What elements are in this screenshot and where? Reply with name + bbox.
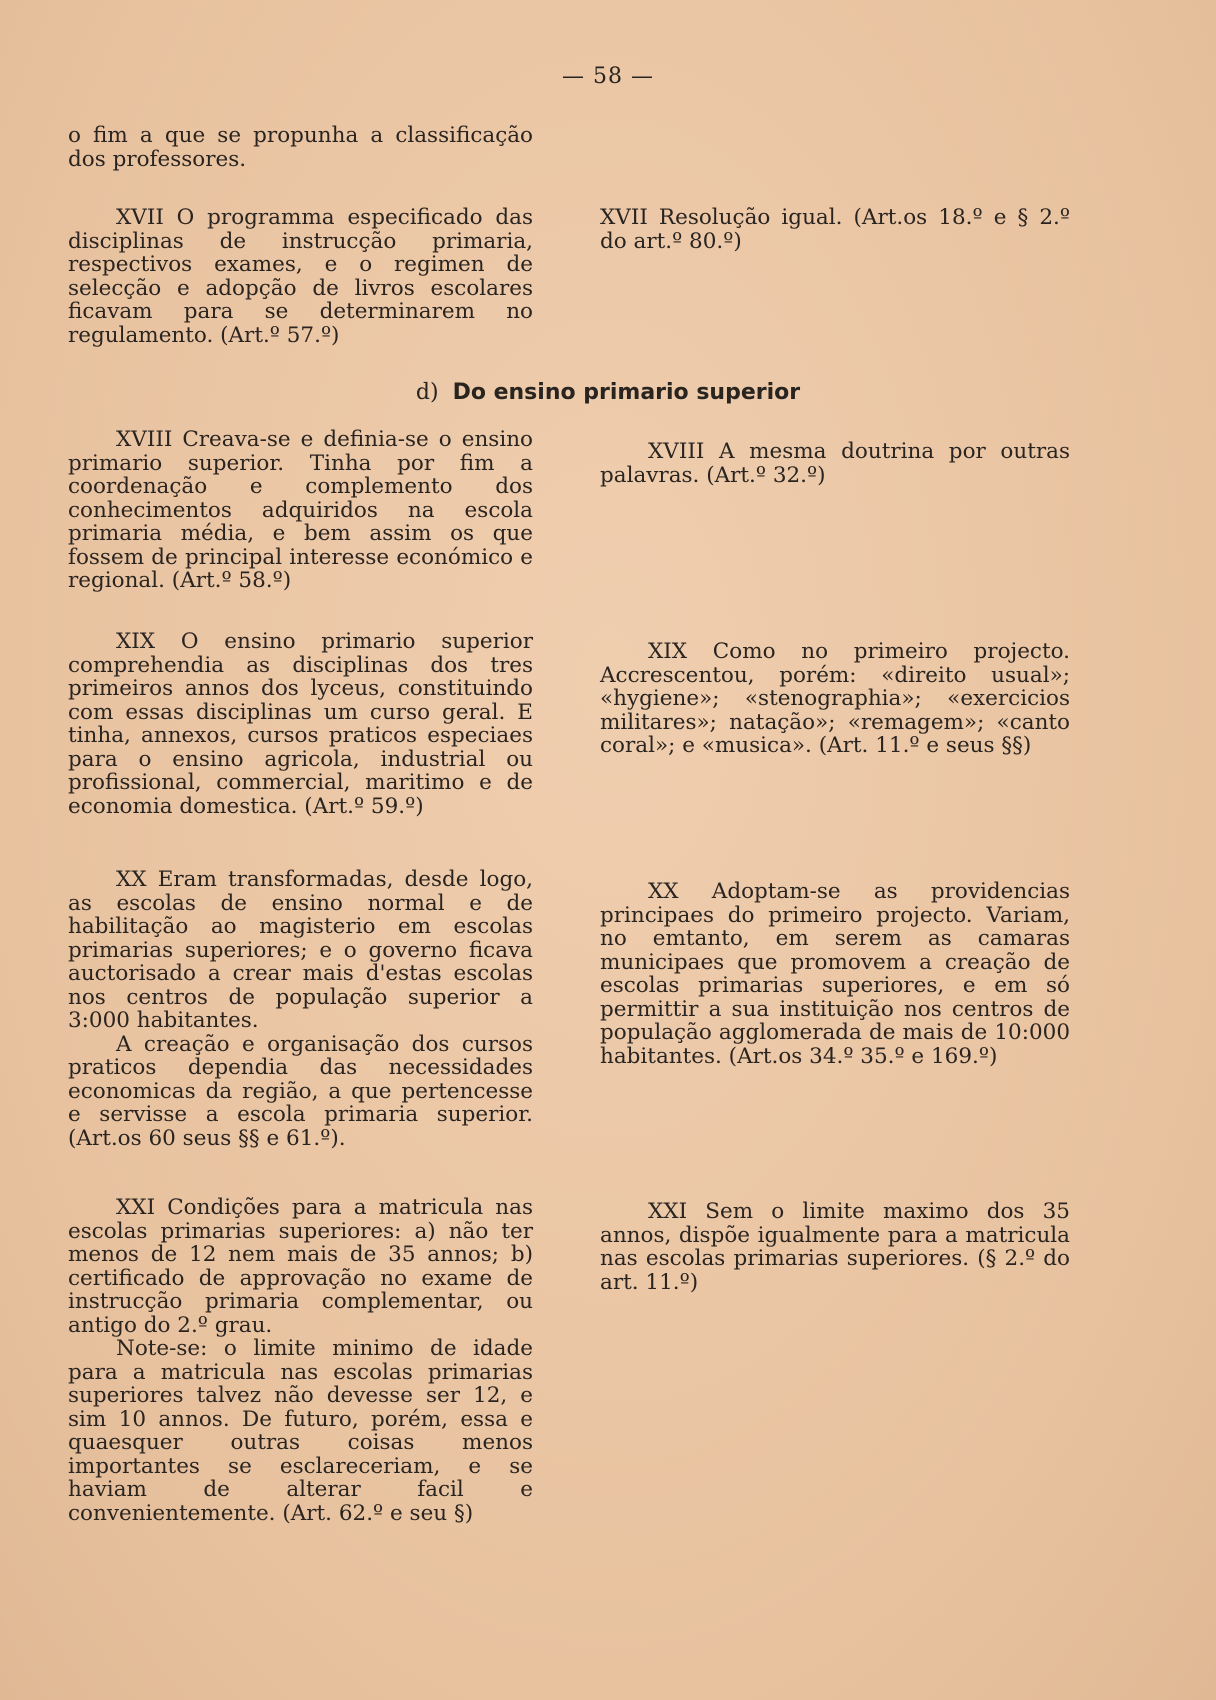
item-xx-left: XX Eram transformadas, desde logo, as escolas de ensino normal e de habilitação ao magisterio em escolas primarias superiores; e o governo ficava auctorisado a crear mais d'estas escolas nos centros de população superior a 3:000 habitantes. A creação e organisação dos cursos praticos dependia das necessidades economicas da região, a que pertencesse e servisse a escola primaria superior. (Art.os 60 seus §§ e 61.º).: [68, 867, 533, 1151]
item-xviii-right: XVIII A mesma doutrina por outras palavras. (Art.º 32.º): [600, 439, 1070, 488]
item-xx-right: XX Adoptam-se as providencias principaes do primeiro projecto. Variam, no emtanto, em serem as camaras municipaes que promovem a creação de escolas primarias superiores, e em só permittir a sua instituição nos centros de população agglomerada de mais de 10:000 habitantes. (Art.os 34.º 35.º e 169.º): [600, 879, 1070, 1069]
section-letter: d): [415, 380, 439, 405]
item-xvii-right: XVII Resolução igual. (Art.os 18.º e § 2.º do art.º 80.º): [600, 205, 1070, 254]
intro-paragraph: o fim a que se propunha a classificação dos professores.: [68, 123, 533, 172]
section-heading: [0, 380, 1216, 405]
item-xxi-left: XXI Condições para a matricula nas escolas primarias superiores: a) não ter menos de 12 nem mais de 35 annos; b) certificado de approvação no exame de instrucção primaria complementar, ou antigo do 2.º grau. Note-se: o limite minimo de idade para a matricula nas escolas primarias superiores talvez não devesse ser 12, e sim 10 annos. De futuro, porém, essa e quaesquer outras coisas menos importantes se esclareceriam, e se haviam de alterar facil e convenientemente. (Art. 62.º e seu §): [68, 1195, 533, 1526]
item-xviii-left: XVIII Creava-se e definia-se o ensino primario superior. Tinha por fim a coordenação e complemento dos conhecimentos adquiridos na escola primaria média, e bem assim os que fossem de principal interesse económico e regional. (Art.º 58.º): [68, 427, 533, 593]
page-number: — 58 —: [562, 64, 654, 89]
item-xxi-right: XXI Sem o limite maximo dos 35 annos, dispõe igualmente para a matricula nas escolas primarias superiores. (§ 2.º do art. 11.º): [600, 1199, 1070, 1295]
section-title: Do ensino primario superior: [452, 380, 801, 405]
item-xix-right: XIX Como no primeiro projecto. Accrescentou, porém: «direito usual»; «hygiene»; «stenographia»; «exercicios militares»; natação»; «remagem»; «canto coral»; e «musica». (Art. 11.º e seus §§): [600, 639, 1070, 758]
item-xvii-left: XVII O programma especificado das disciplinas de instrucção primaria, respectivos exames, e o regimen de selecção e adopção de livros escolares ficavam para se determinarem no regulamento. (Art.º 57.º): [68, 205, 533, 348]
item-xix-left: XIX O ensino primario superior comprehendia as disciplinas dos tres primeiros annos dos lyceus, constituindo com essas disciplinas um curso geral. E tinha, annexos, cursos praticos especiaes para o ensino agricola, industrial ou profissional, commercial, maritimo e de economia domestica. (Art.º 59.º): [68, 629, 533, 819]
